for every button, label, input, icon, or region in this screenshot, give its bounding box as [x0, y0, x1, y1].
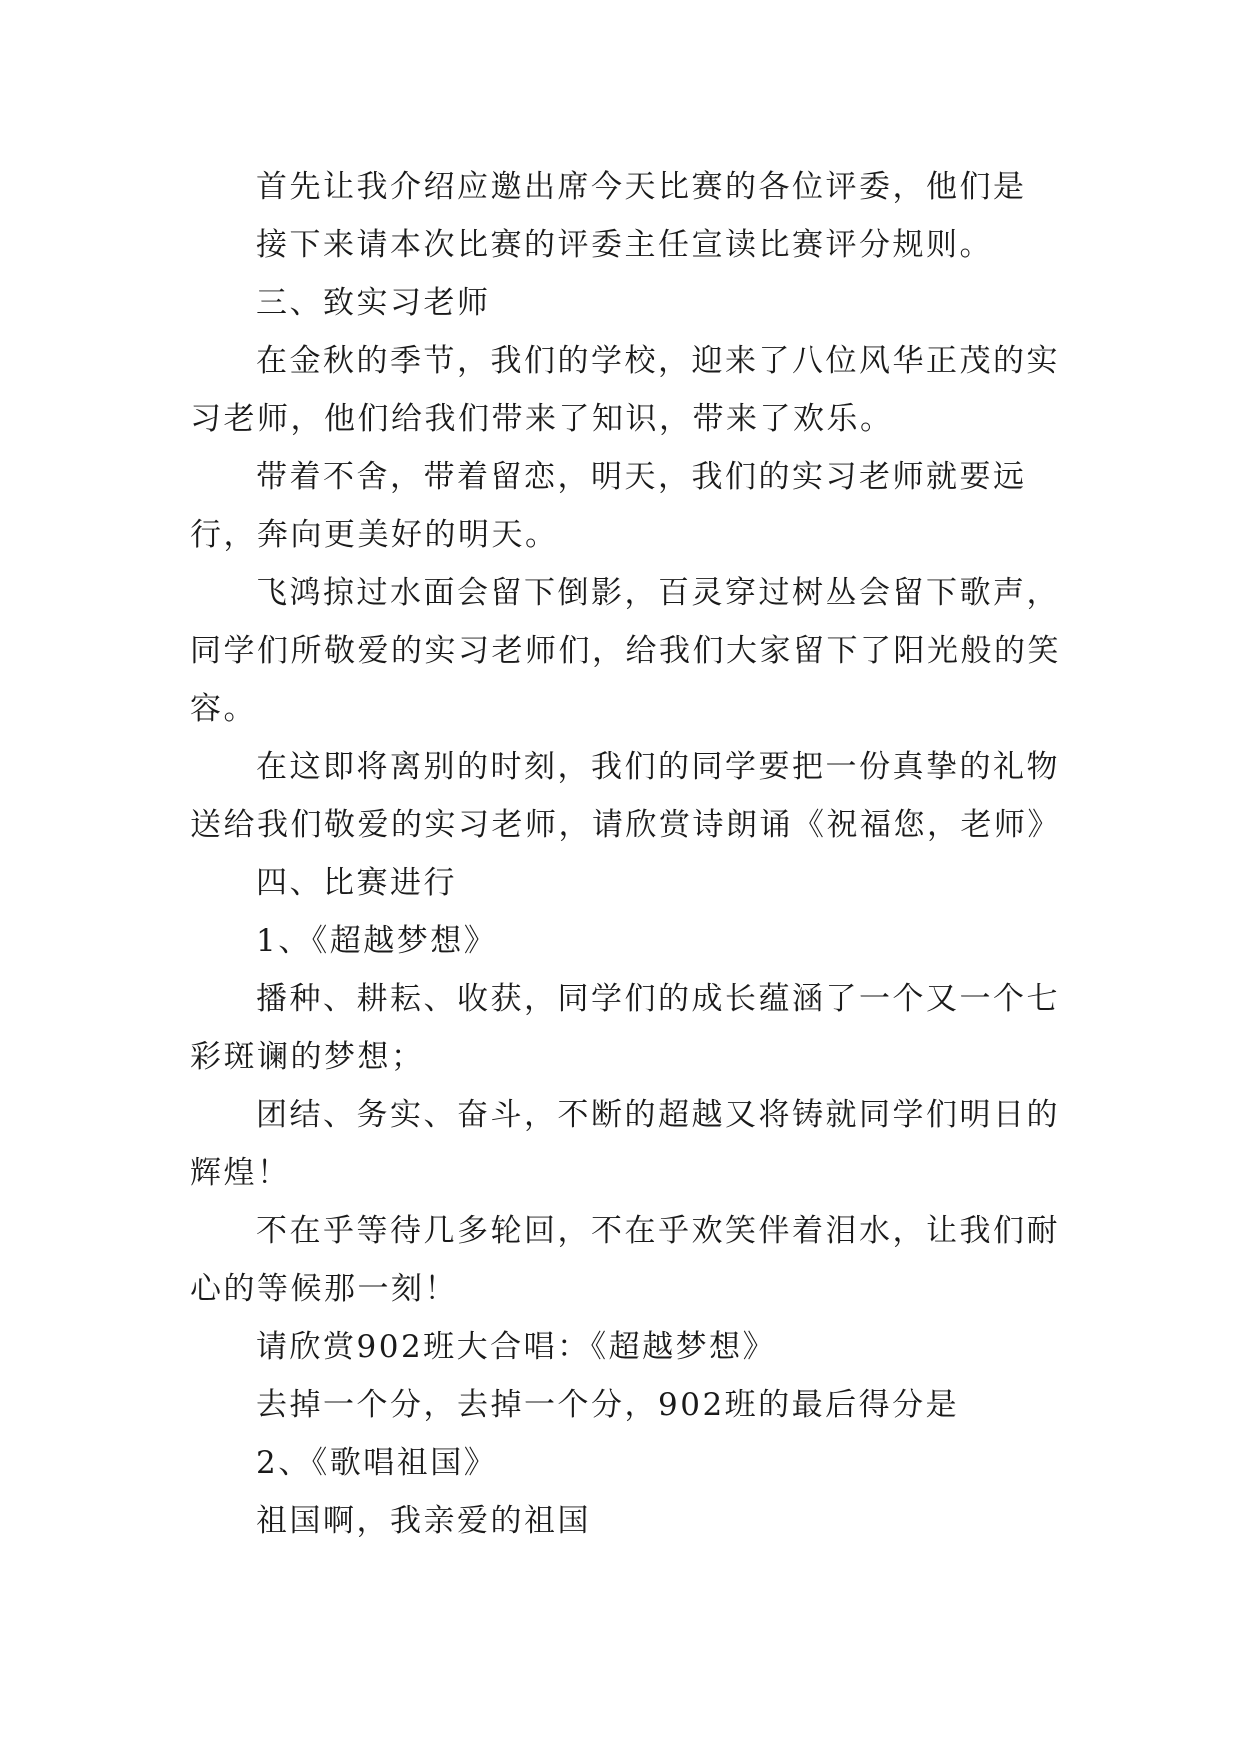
paragraph: 播种、耕耘、收获，同学们的成长蕴涵了一个又一个七彩斑谰的梦想； — [190, 981, 1060, 1075]
paragraph: 不在乎等待几多轮回，不在乎欢笑伴着泪水，让我们耐心的等候那一刻！ — [190, 1213, 1060, 1307]
program-item-title: 1、《超越梦想》 — [256, 923, 498, 959]
program-item-title: 2、《歌唱祖国》 — [256, 1445, 498, 1481]
paragraph: 在这即将离别的时刻，我们的同学要把一份真挚的礼物送给我们敬爱的实习老师，请欣赏诗朗诵《祝福您，老师》 — [190, 749, 1061, 843]
paragraph: 祖国啊，我亲爱的祖国 — [256, 1503, 591, 1539]
section-heading: 三、致实习老师 — [256, 285, 491, 321]
paragraph: 去掉一个分，去掉一个分，902班的最后得分是 — [256, 1387, 960, 1423]
document-body — [190, 158, 1070, 1550]
paragraph: 首先让我介绍应邀出席今天比赛的各位评委，他们是 — [256, 169, 1027, 205]
paragraph: 飞鸿掠过水面会留下倒影，百灵穿过树丛会留下歌声，同学们所敬爱的实习老师们，给我们大家留下了阳光般的笑容。 — [190, 575, 1061, 727]
paragraph: 在金秋的季节，我们的学校，迎来了八位风华正茂的实习老师，他们给我们带来了知识，带来了欢乐。 — [190, 343, 1060, 437]
paragraph: 团结、务实、奋斗，不断的超越又将铸就同学们明日的辉煌！ — [190, 1097, 1060, 1191]
paragraph: 请欣赏902班大合唱：《超越梦想》 — [256, 1329, 777, 1365]
paragraph: 带着不舍，带着留恋，明天，我们的实习老师就要远行，奔向更美好的明天。 — [190, 459, 1027, 553]
paragraph: 接下来请本次比赛的评委主任宣读比赛评分规则。 — [256, 227, 993, 263]
section-heading: 四、比赛进行 — [256, 865, 457, 901]
